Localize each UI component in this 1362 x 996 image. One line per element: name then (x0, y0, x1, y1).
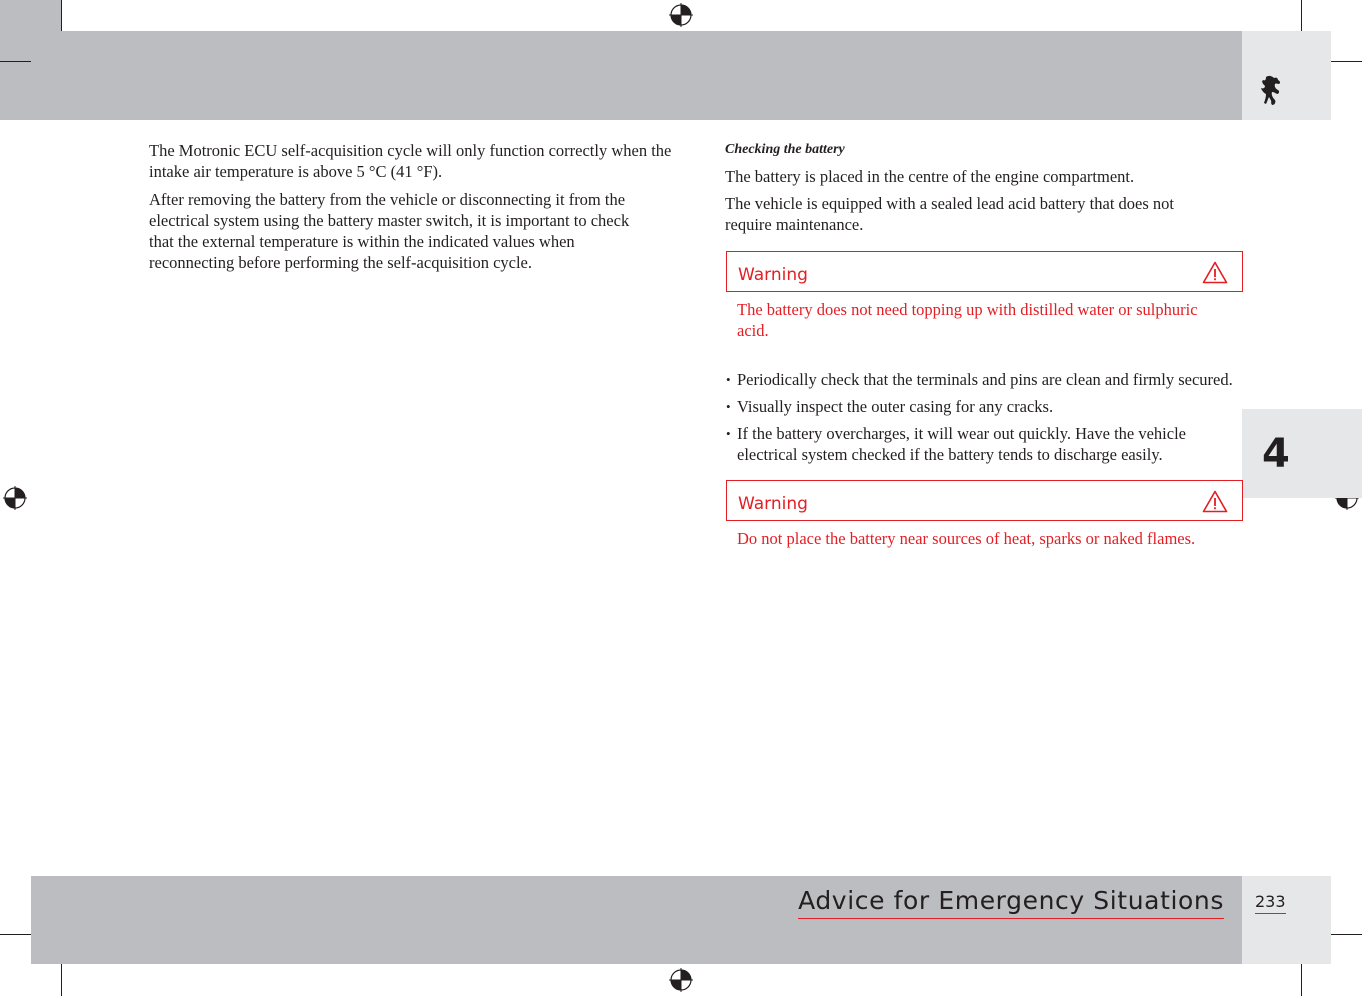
registration-mark-icon (3, 486, 27, 510)
warning-text: The battery does not need topping up with distilled water or sulphuric acid. (737, 300, 1198, 340)
header-corner-tab (0, 0, 62, 31)
chapter-tab (1242, 409, 1362, 498)
page-number: 233 (1255, 893, 1286, 914)
paragraph: The battery is placed in the centre of the engine compartment. (725, 167, 1135, 186)
registration-mark-icon (669, 3, 693, 27)
bullet-list (725, 369, 1245, 465)
warning-text: Do not place the battery near sources of heat, sparks or naked flames. (737, 529, 1196, 548)
warning-block (725, 480, 1245, 549)
warning-triangle-icon (1202, 261, 1228, 284)
left-column (149, 140, 674, 280)
crop-mark (0, 61, 31, 62)
registration-mark-icon (669, 968, 693, 992)
prancing-horse-icon (1257, 74, 1285, 108)
warning-block (725, 251, 1245, 341)
section-title: Advice for Emergency Situations (798, 886, 1224, 919)
section-heading: Checking the battery (725, 142, 845, 157)
paragraph: The Motronic ECU self-acquisition cycle will only function correctly when the intake air temperature is above 5 °C (41 °F). (149, 141, 672, 181)
crop-mark (1331, 934, 1362, 935)
header-band (0, 31, 1242, 120)
crop-mark (61, 964, 62, 996)
warning-title: Warning (738, 265, 808, 285)
list-item: • Periodically check that the terminals and pins are clean and firmly secured. (725, 369, 1245, 390)
crop-mark (61, 0, 62, 31)
list-item: • If the battery overcharges, it will wear out quickly. Have the vehicle electrical system checked if the battery tends to discharge easily. (725, 423, 1245, 465)
header-logo-box (1242, 31, 1331, 120)
crop-mark (1301, 964, 1302, 996)
paragraph: The vehicle is equipped with a sealed lead acid battery that does not require maintenance. (725, 194, 1175, 234)
crop-mark (1331, 61, 1362, 62)
warning-title: Warning (738, 494, 808, 514)
paragraph: After removing the battery from the vehicle or disconnecting it from the electrical system using the battery master switch, it is important to check that the external temperature is within the indicated values when reconnecting before performing the self-acquisition cycle. (149, 190, 630, 272)
chapter-number: 4 (1262, 431, 1290, 477)
warning-triangle-icon (1202, 490, 1228, 513)
list-item: • Visually inspect the outer casing for any cracks. (725, 396, 1245, 417)
warning-header (726, 480, 1243, 521)
crop-mark (1301, 0, 1302, 31)
warning-header (726, 251, 1243, 292)
crop-mark (0, 934, 31, 935)
right-column (725, 140, 1245, 549)
footer-page-box (1242, 876, 1331, 964)
